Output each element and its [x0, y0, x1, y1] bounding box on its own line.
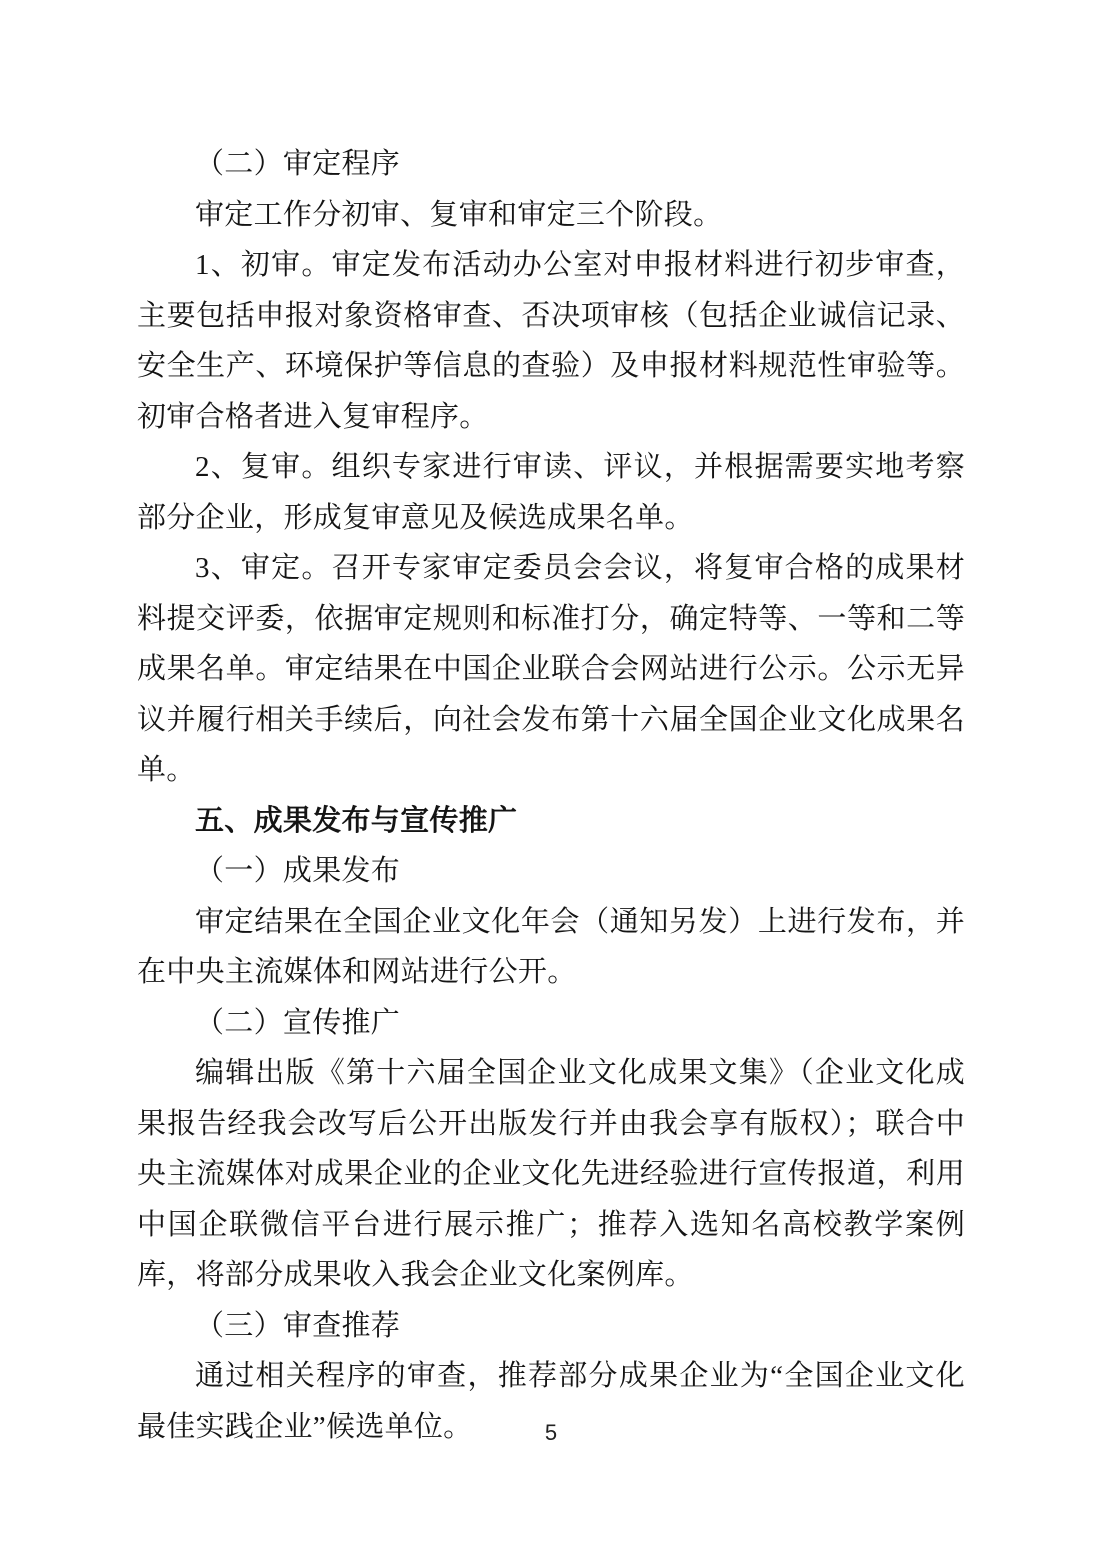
sub-heading: （三）审查推荐	[195, 1309, 401, 1342]
paragraph: 2、复审。组织专家进行审读、评议，并根据需要实地考察部分企业，形成复审意见及候选成果名单。	[137, 451, 965, 534]
page-footer	[0, 1419, 1102, 1447]
document-content	[137, 139, 965, 1452]
page-number: 5	[544, 1420, 558, 1445]
sub-heading: （二）宣传推广	[195, 1006, 401, 1039]
paragraph: 1、初审。审定发布活动办公室对申报材料进行初步审查，主要包括申报对象资格审查、否决项审核（包括企业诚信记录、安全生产、环境保护等信息的查验）及申报材料规范性审验等。初审合格者进入复审程序。	[137, 249, 965, 433]
sub-heading: （一）成果发布	[195, 855, 401, 887]
paragraph: 编辑出版《第十六届全国企业文化成果文集》（企业文化成果报告经我会改写后公开出版发行并由我会享有版权）；联合中央主流媒体对成果企业的企业文化先进经验进行宣传报道，利用中国企联微信平台进行展示推广；推荐入选知名高校教学案例库，将部分成果收入我会企业文化案例库。	[137, 1057, 965, 1291]
section-heading: 五、成果发布与宣传推广	[195, 804, 518, 837]
sub-heading: （二）审定程序	[195, 148, 401, 180]
paragraph: 通过相关程序的审查，推荐部分成果企业为“全国企业文化最佳实践企业”候选单位。	[137, 1360, 965, 1443]
paragraph: 审定结果在全国企业文化年会（通知另发）上进行发布，并在中央主流媒体和网站进行公开。	[137, 905, 965, 988]
paragraph: 审定工作分初审、复审和审定三个阶段。	[195, 198, 723, 231]
paragraph: 3、审定。召开专家审定委员会会议，将复审合格的成果材料提交评委，依据审定规则和标准打分，确定特等、一等和二等成果名单。审定结果在中国企业联合会网站进行公示。公示无异议并履行相关手续后，向社会发布第十六届全国企业文化成果名单。	[137, 552, 965, 786]
